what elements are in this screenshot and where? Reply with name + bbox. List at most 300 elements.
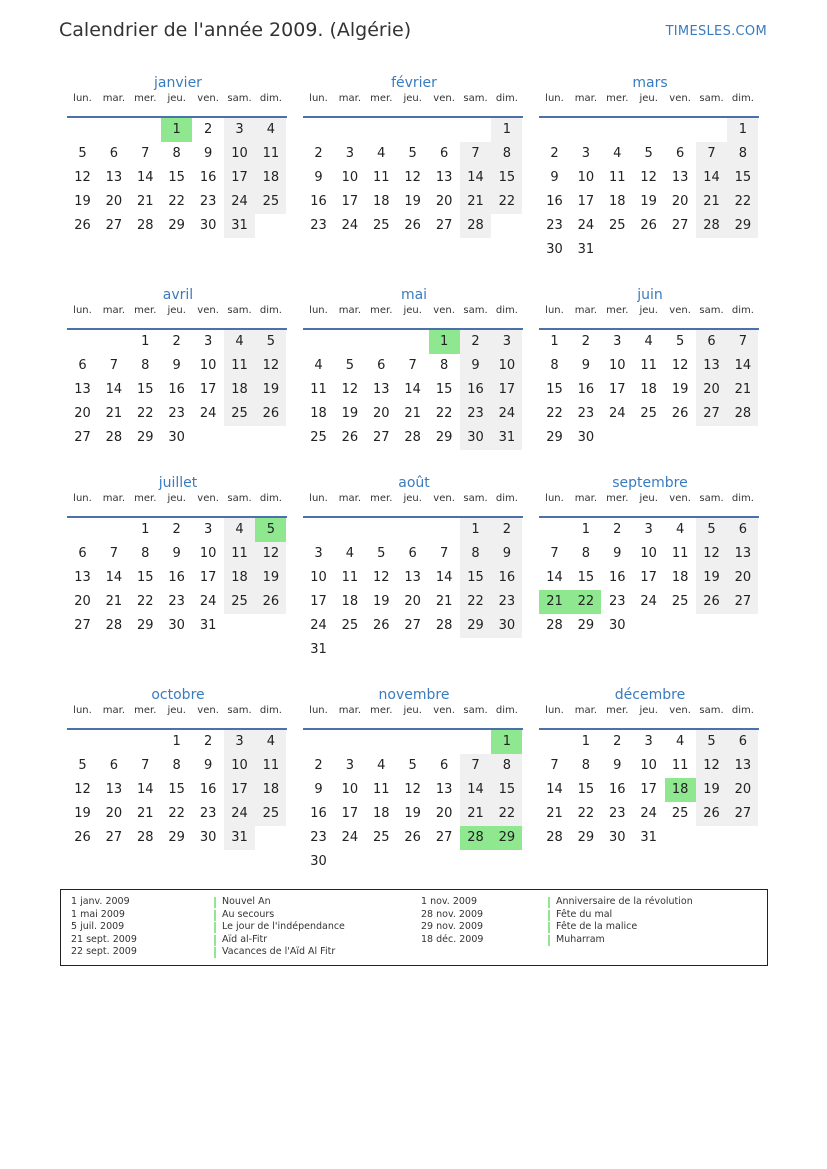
holiday-day-cell: 29 <box>491 826 522 850</box>
month-name: mai <box>400 287 428 303</box>
day-cell: 17 <box>577 194 595 209</box>
day-cell: 18 <box>671 570 689 585</box>
month-name: juillet <box>158 475 198 491</box>
day-cell: 5 <box>78 758 87 773</box>
weekday-header: mar. <box>102 93 126 104</box>
day-cell: 28 <box>105 430 123 445</box>
weekday-header: dim. <box>259 705 282 716</box>
day-cell: 17 <box>224 166 255 190</box>
brand-logo-link[interactable]: TIMESLES.COM <box>665 24 767 39</box>
day-cell: 5 <box>345 358 355 373</box>
day-cell: 13 <box>435 170 453 185</box>
day-cell: 18 <box>640 382 657 397</box>
day-cell: 13 <box>74 382 91 397</box>
day-cell: 21 <box>460 190 491 214</box>
weekday-header: jeu. <box>167 93 186 104</box>
holiday-day-cell: 1 <box>491 730 522 754</box>
day-cell: 26 <box>373 618 390 633</box>
day-cell: 30 <box>310 854 327 869</box>
day-cell: 30 <box>491 614 522 638</box>
day-cell: 15 <box>137 570 154 585</box>
day-cell: 18 <box>255 166 286 190</box>
day-cell: 17 <box>640 782 657 797</box>
day-cell: 1 <box>172 734 181 749</box>
holiday-day-cell: 1 <box>429 330 460 354</box>
day-cell: 27 <box>435 218 453 233</box>
day-cell: 17 <box>224 778 255 802</box>
weekday-header: sam. <box>463 305 488 316</box>
day-cell: 19 <box>74 806 91 821</box>
legend-holiday-name: Aïd al-Fitr <box>222 933 268 945</box>
day-cell: 30 <box>199 218 217 233</box>
day-cell: 18 <box>224 566 255 590</box>
weekday-header: sam. <box>699 305 724 316</box>
weekday-header: mer. <box>606 93 629 104</box>
day-cell: 6 <box>78 358 87 373</box>
day-cell: 16 <box>168 382 185 397</box>
day-cell: 12 <box>696 754 727 778</box>
day-cell: 2 <box>203 122 213 137</box>
day-cell: 2 <box>172 334 181 349</box>
weekday-header: mer. <box>134 93 157 104</box>
legend-marker <box>214 947 216 958</box>
day-cell: 13 <box>404 570 421 585</box>
day-cell: 25 <box>255 190 286 214</box>
weekday-header: sam. <box>227 305 252 316</box>
day-cell: 4 <box>675 522 685 537</box>
day-cell: 10 <box>491 354 522 378</box>
weekday-header: dim. <box>259 93 282 104</box>
day-cell: 24 <box>640 594 657 609</box>
day-cell: 11 <box>373 170 390 185</box>
weekday-header: dim. <box>495 705 518 716</box>
day-cell: 31 <box>640 830 657 845</box>
day-cell: 23 <box>199 194 217 209</box>
day-cell: 1 <box>141 522 150 537</box>
day-cell: 10 <box>577 170 595 185</box>
day-cell: 28 <box>546 618 563 633</box>
weekday-header: mer. <box>370 93 393 104</box>
weekday-header: jeu. <box>639 305 658 316</box>
weekday-header: lun. <box>309 493 328 504</box>
holiday-day-cell: 18 <box>665 778 696 802</box>
day-cell: 2 <box>460 330 491 354</box>
day-cell: 10 <box>224 754 255 778</box>
day-cell: 18 <box>224 378 255 402</box>
day-cell: 9 <box>613 758 622 773</box>
day-cell: 21 <box>460 802 491 826</box>
day-cell: 13 <box>727 542 758 566</box>
day-cell: 21 <box>696 190 727 214</box>
day-cell: 16 <box>199 170 217 185</box>
day-cell: 18 <box>373 806 390 821</box>
weekday-header: ven. <box>669 705 691 716</box>
weekday-header: lun. <box>309 305 328 316</box>
day-cell: 22 <box>460 590 491 614</box>
month-name: octobre <box>151 687 205 703</box>
day-cell: 6 <box>78 546 87 561</box>
month-5 <box>539 285 761 445</box>
day-cell: 19 <box>74 194 91 209</box>
day-cell: 11 <box>671 546 689 561</box>
day-cell: 1 <box>727 118 758 142</box>
day-cell: 17 <box>310 594 327 609</box>
legend-holiday-name: Le jour de l'indépendance <box>222 921 345 932</box>
day-cell: 29 <box>546 430 563 445</box>
day-cell: 22 <box>168 806 185 821</box>
day-cell: 2 <box>550 146 559 161</box>
day-cell: 19 <box>671 382 689 397</box>
month-name: novembre <box>378 687 450 703</box>
holiday-day-cell: 5 <box>255 518 286 542</box>
day-cell: 12 <box>696 542 727 566</box>
weekday-header: dim. <box>495 93 518 104</box>
day-cell: 25 <box>609 218 626 233</box>
day-cell: 24 <box>310 618 327 633</box>
day-cell: 24 <box>609 406 626 421</box>
weekday-header: dim. <box>731 93 754 104</box>
day-cell: 12 <box>640 170 657 185</box>
day-cell: 29 <box>577 618 595 633</box>
day-cell: 27 <box>696 402 727 426</box>
day-cell: 7 <box>109 546 119 561</box>
day-cell: 5 <box>675 334 685 349</box>
weekday-header: lun. <box>309 705 328 716</box>
day-cell: 25 <box>671 806 689 821</box>
day-cell: 8 <box>141 546 150 561</box>
day-cell: 22 <box>546 406 563 421</box>
month-name: janvier <box>154 75 202 91</box>
day-cell: 30 <box>546 242 563 257</box>
day-cell: 31 <box>224 826 255 850</box>
weekday-header: mar. <box>574 93 598 104</box>
day-cell: 28 <box>546 830 563 845</box>
day-cell: 29 <box>460 614 491 638</box>
day-cell: 31 <box>224 214 255 238</box>
day-cell: 3 <box>224 730 255 754</box>
day-cell: 23 <box>168 406 185 421</box>
day-cell: 3 <box>203 334 213 349</box>
day-cell: 10 <box>224 142 255 166</box>
day-cell: 26 <box>74 218 91 233</box>
day-cell: 1 <box>581 522 591 537</box>
day-cell: 20 <box>105 194 123 209</box>
day-cell: 27 <box>105 830 123 845</box>
day-cell: 23 <box>460 402 491 426</box>
day-cell: 19 <box>255 566 286 590</box>
day-cell: 20 <box>105 806 123 821</box>
day-cell: 21 <box>546 806 563 821</box>
day-cell: 20 <box>74 406 91 421</box>
legend-marker <box>548 897 550 908</box>
day-cell: 29 <box>435 430 453 445</box>
day-cell: 7 <box>696 142 727 166</box>
day-cell: 1 <box>460 518 491 542</box>
weekday-header: ven. <box>433 493 455 504</box>
day-cell: 2 <box>613 522 622 537</box>
weekday-header: dim. <box>495 493 518 504</box>
day-cell: 30 <box>609 618 626 633</box>
weekday-header: mar. <box>574 305 598 316</box>
day-cell: 21 <box>105 594 123 609</box>
day-cell: 8 <box>172 758 181 773</box>
weekday-header: ven. <box>669 93 691 104</box>
month-name: août <box>398 475 430 491</box>
weekday-header: ven. <box>669 493 691 504</box>
day-cell: 21 <box>404 406 421 421</box>
day-cell: 25 <box>341 618 359 633</box>
day-cell: 7 <box>141 758 150 773</box>
day-cell: 9 <box>203 146 213 161</box>
day-cell: 21 <box>105 406 123 421</box>
day-cell: 5 <box>696 730 727 754</box>
day-cell: 2 <box>172 522 181 537</box>
day-cell: 7 <box>550 758 559 773</box>
day-cell: 14 <box>137 782 154 797</box>
weekday-header: mar. <box>102 705 126 716</box>
day-cell: 6 <box>696 330 727 354</box>
weekday-header: mer. <box>606 493 629 504</box>
weekday-header: mer. <box>370 705 393 716</box>
day-cell: 27 <box>105 218 123 233</box>
day-cell: 2 <box>314 146 323 161</box>
day-cell: 13 <box>671 170 689 185</box>
day-cell: 14 <box>404 382 421 397</box>
day-cell: 19 <box>404 194 421 209</box>
day-cell: 19 <box>341 406 359 421</box>
day-cell: 15 <box>491 166 522 190</box>
day-cell: 24 <box>199 406 217 421</box>
day-cell: 28 <box>696 214 727 238</box>
day-cell: 16 <box>609 782 626 797</box>
day-cell: 25 <box>671 594 689 609</box>
day-cell: 27 <box>74 618 91 633</box>
day-cell: 9 <box>172 546 181 561</box>
day-cell: 18 <box>341 594 359 609</box>
day-cell: 11 <box>255 754 286 778</box>
day-cell: 22 <box>491 802 522 826</box>
day-cell: 30 <box>199 830 217 845</box>
legend-date: 28 nov. 2009 <box>421 908 484 920</box>
day-cell: 12 <box>255 354 286 378</box>
weekday-header: jeu. <box>403 305 422 316</box>
weekday-header: mar. <box>574 493 598 504</box>
month-name: février <box>391 75 437 91</box>
day-cell: 7 <box>550 546 559 561</box>
day-cell: 27 <box>435 830 453 845</box>
day-cell: 24 <box>224 802 255 826</box>
day-cell: 3 <box>203 522 213 537</box>
day-cell: 11 <box>373 782 390 797</box>
day-cell: 21 <box>137 194 154 209</box>
day-cell: 15 <box>577 782 595 797</box>
day-cell: 4 <box>644 334 653 349</box>
day-cell: 29 <box>168 830 185 845</box>
day-cell: 24 <box>640 806 657 821</box>
day-cell: 5 <box>78 146 87 161</box>
day-cell: 11 <box>255 142 286 166</box>
day-cell: 28 <box>404 430 421 445</box>
month-10 <box>303 685 525 869</box>
weekday-header: sam. <box>699 493 724 504</box>
day-cell: 27 <box>671 218 689 233</box>
day-cell: 9 <box>581 358 591 373</box>
weekday-header: mar. <box>338 705 362 716</box>
holiday-day-cell: 1 <box>161 118 192 142</box>
month-6 <box>67 473 289 633</box>
weekday-header: ven. <box>433 705 455 716</box>
day-cell: 27 <box>404 618 421 633</box>
day-cell: 18 <box>373 194 390 209</box>
day-cell: 14 <box>696 166 727 190</box>
day-cell: 28 <box>460 214 491 238</box>
day-cell: 24 <box>577 218 595 233</box>
weekday-header: lun. <box>73 93 92 104</box>
day-cell: 6 <box>439 758 449 773</box>
day-cell: 20 <box>74 594 91 609</box>
month-3 <box>67 285 289 445</box>
day-cell: 13 <box>727 754 758 778</box>
day-cell: 20 <box>435 194 453 209</box>
day-cell: 3 <box>314 546 323 561</box>
day-cell: 8 <box>172 146 181 161</box>
holiday-day-cell: 21 <box>539 590 570 614</box>
day-cell: 4 <box>377 758 386 773</box>
day-cell: 4 <box>345 546 355 561</box>
day-cell: 8 <box>581 546 591 561</box>
day-cell: 1 <box>141 334 150 349</box>
day-cell: 14 <box>105 570 123 585</box>
day-cell: 29 <box>727 214 758 238</box>
day-cell: 17 <box>640 570 657 585</box>
weekday-header: mer. <box>606 705 629 716</box>
weekday-header: jeu. <box>167 305 186 316</box>
month-8 <box>539 473 761 633</box>
day-cell: 17 <box>341 806 359 821</box>
day-cell: 20 <box>671 194 689 209</box>
weekday-header: ven. <box>433 305 455 316</box>
weekday-header: mar. <box>102 493 126 504</box>
day-cell: 7 <box>727 330 758 354</box>
legend-date: 29 nov. 2009 <box>421 921 484 932</box>
legend-holiday-name: Nouvel An <box>222 896 271 907</box>
day-cell: 15 <box>168 782 185 797</box>
day-cell: 29 <box>168 218 185 233</box>
day-cell: 6 <box>727 730 758 754</box>
day-cell: 5 <box>408 758 417 773</box>
weekday-header: jeu. <box>403 493 422 504</box>
day-cell: 6 <box>377 358 386 373</box>
day-cell: 3 <box>345 146 355 161</box>
day-cell: 7 <box>439 546 449 561</box>
day-cell: 10 <box>310 570 327 585</box>
day-cell: 22 <box>137 406 154 421</box>
day-cell: 16 <box>199 782 217 797</box>
day-cell: 2 <box>203 734 213 749</box>
day-cell: 9 <box>314 782 323 797</box>
day-cell: 15 <box>435 382 453 397</box>
day-cell: 26 <box>74 830 91 845</box>
day-cell: 23 <box>609 594 626 609</box>
day-cell: 31 <box>310 642 327 657</box>
weekday-header: lun. <box>73 305 92 316</box>
day-cell: 26 <box>341 430 359 445</box>
day-cell: 3 <box>345 758 355 773</box>
weekday-header: lun. <box>545 705 564 716</box>
day-cell: 9 <box>203 758 213 773</box>
day-cell: 25 <box>373 218 390 233</box>
day-cell: 25 <box>310 430 327 445</box>
day-cell: 23 <box>577 406 595 421</box>
weekday-header: jeu. <box>167 493 186 504</box>
day-cell: 8 <box>491 142 522 166</box>
day-cell: 13 <box>435 782 453 797</box>
weekday-header: mar. <box>338 305 362 316</box>
day-cell: 29 <box>577 830 595 845</box>
day-cell: 13 <box>74 570 91 585</box>
day-cell: 18 <box>609 194 626 209</box>
day-cell: 13 <box>696 354 727 378</box>
day-cell: 26 <box>696 590 727 614</box>
legend-date: 18 déc. 2009 <box>421 933 484 945</box>
legend-marker <box>214 910 216 921</box>
day-cell: 19 <box>255 378 286 402</box>
day-cell: 15 <box>460 566 491 590</box>
legend-marker <box>548 935 550 946</box>
legend-marker <box>548 922 550 933</box>
day-cell: 26 <box>671 406 689 421</box>
day-cell: 15 <box>168 170 185 185</box>
weekday-header: jeu. <box>167 705 186 716</box>
day-cell: 3 <box>581 146 591 161</box>
weekday-header: lun. <box>545 305 564 316</box>
month-2 <box>539 73 761 257</box>
day-cell: 26 <box>404 830 421 845</box>
month-4 <box>303 285 525 445</box>
day-cell: 6 <box>408 546 417 561</box>
weekday-header: sam. <box>463 93 488 104</box>
weekday-header: mar. <box>574 705 598 716</box>
day-cell: 9 <box>460 354 491 378</box>
day-cell: 20 <box>373 406 390 421</box>
month-name: mars <box>632 75 668 91</box>
month-11 <box>539 685 761 845</box>
day-cell: 19 <box>404 806 421 821</box>
day-cell: 8 <box>581 758 591 773</box>
day-cell: 6 <box>109 146 119 161</box>
day-cell: 5 <box>696 518 727 542</box>
day-cell: 17 <box>341 194 359 209</box>
day-cell: 10 <box>341 782 359 797</box>
legend-marker <box>548 910 550 921</box>
month-name: décembre <box>614 687 686 703</box>
day-cell: 22 <box>727 190 758 214</box>
month-name: avril <box>162 287 194 303</box>
day-cell: 8 <box>460 542 491 566</box>
weekday-header: mar. <box>338 93 362 104</box>
day-cell: 11 <box>224 542 255 566</box>
day-cell: 22 <box>577 806 595 821</box>
day-cell: 23 <box>199 806 217 821</box>
day-cell: 13 <box>105 782 123 797</box>
day-cell: 5 <box>255 330 286 354</box>
day-cell: 31 <box>577 242 595 257</box>
day-cell: 11 <box>341 570 359 585</box>
day-cell: 23 <box>310 830 327 845</box>
day-cell: 25 <box>640 406 657 421</box>
legend-holiday-name: Au secours <box>222 908 275 920</box>
weekday-header: lun. <box>309 93 328 104</box>
